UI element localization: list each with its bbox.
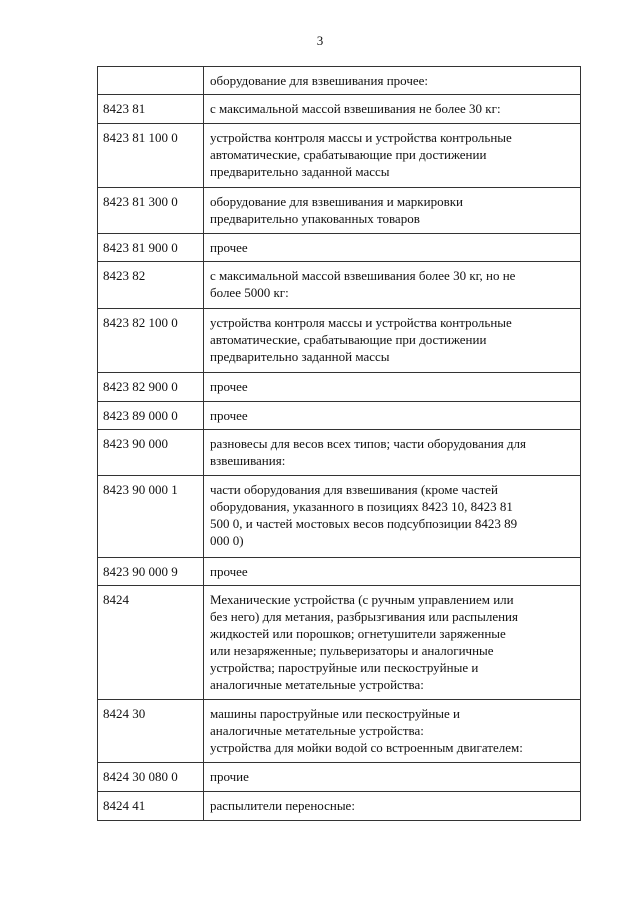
description-cell: прочее bbox=[204, 373, 581, 402]
table-row bbox=[98, 792, 581, 821]
code-cell: 8423 82 100 0 bbox=[98, 309, 204, 373]
description-cell: оборудование для взвешивания прочее: bbox=[204, 67, 581, 95]
description-cell: устройства контроля массы и устройства контрольные автоматические, срабатывающие при достижении предварительно заданной массы bbox=[204, 124, 581, 188]
table-row bbox=[98, 67, 581, 95]
code-cell bbox=[98, 67, 204, 95]
table-row bbox=[98, 234, 581, 262]
code-cell: 8423 90 000 9 bbox=[98, 558, 204, 586]
code-cell: 8423 81 300 0 bbox=[98, 188, 204, 234]
table-row bbox=[98, 188, 581, 234]
code-cell: 8424 30 080 0 bbox=[98, 763, 204, 792]
code-cell: 8424 41 bbox=[98, 792, 204, 821]
table-row bbox=[98, 430, 581, 476]
code-cell: 8423 82 900 0 bbox=[98, 373, 204, 402]
table-row bbox=[98, 124, 581, 188]
page-number: 3 bbox=[316, 33, 324, 48]
table-row bbox=[98, 700, 581, 763]
table-row bbox=[98, 586, 581, 700]
description-cell: разновесы для весов всех типов; части оборудования для взвешивания: bbox=[204, 430, 581, 476]
description-cell: с максимальной массой взвешивания более 30 кг, но не более 5000 кг: bbox=[204, 262, 581, 309]
description-cell: устройства контроля массы и устройства контрольные автоматические, срабатывающие при достижении предварительно заданной массы bbox=[204, 309, 581, 373]
description-cell: оборудование для взвешивания и маркировки предварительно упакованных товаров bbox=[204, 188, 581, 234]
table-body bbox=[98, 67, 581, 821]
code-cell: 8424 bbox=[98, 586, 204, 700]
code-cell: 8423 90 000 1 bbox=[98, 476, 204, 558]
description-cell: прочее bbox=[204, 234, 581, 262]
table-row bbox=[98, 309, 581, 373]
description-cell: прочие bbox=[204, 763, 581, 792]
code-cell: 8423 82 bbox=[98, 262, 204, 309]
description-cell: с максимальной массой взвешивания не более 30 кг: bbox=[204, 95, 581, 124]
table-row bbox=[98, 402, 581, 430]
description-cell: прочее bbox=[204, 402, 581, 430]
description-cell: части оборудования для взвешивания (кроме частей оборудования, указанного в позициях 8423 10, 8423 81 500 0, и частей мостовых весов подсубпозиции 8423 89 000 0) bbox=[204, 476, 581, 558]
table-row bbox=[98, 558, 581, 586]
description-cell: машины пароструйные или пескоструйные и аналогичные метательные устройства: устройства для мойки водой со встроенным двигателем: bbox=[204, 700, 581, 763]
code-cell: 8423 81 100 0 bbox=[98, 124, 204, 188]
description-cell: Механические устройства (с ручным управлением или без него) для метания, разбрызгивания или распыления жидкостей или порошков; огнетушители заряженные или незаряженные; пульверизаторы и аналогичные устройства; пароструйные или пескоструйные и аналогичные метательные устройства: bbox=[204, 586, 581, 700]
code-cell: 8423 81 900 0 bbox=[98, 234, 204, 262]
description-cell: распылители переносные: bbox=[204, 792, 581, 821]
code-cell: 8423 90 000 bbox=[98, 430, 204, 476]
table-row bbox=[98, 476, 581, 558]
table-row bbox=[98, 95, 581, 124]
table-row bbox=[98, 373, 581, 402]
table-row bbox=[98, 262, 581, 309]
tariff-code-table bbox=[97, 66, 581, 821]
code-cell: 8423 89 000 0 bbox=[98, 402, 204, 430]
code-cell: 8423 81 bbox=[98, 95, 204, 124]
code-cell: 8424 30 bbox=[98, 700, 204, 763]
description-cell: прочее bbox=[204, 558, 581, 586]
table-row bbox=[98, 763, 581, 792]
